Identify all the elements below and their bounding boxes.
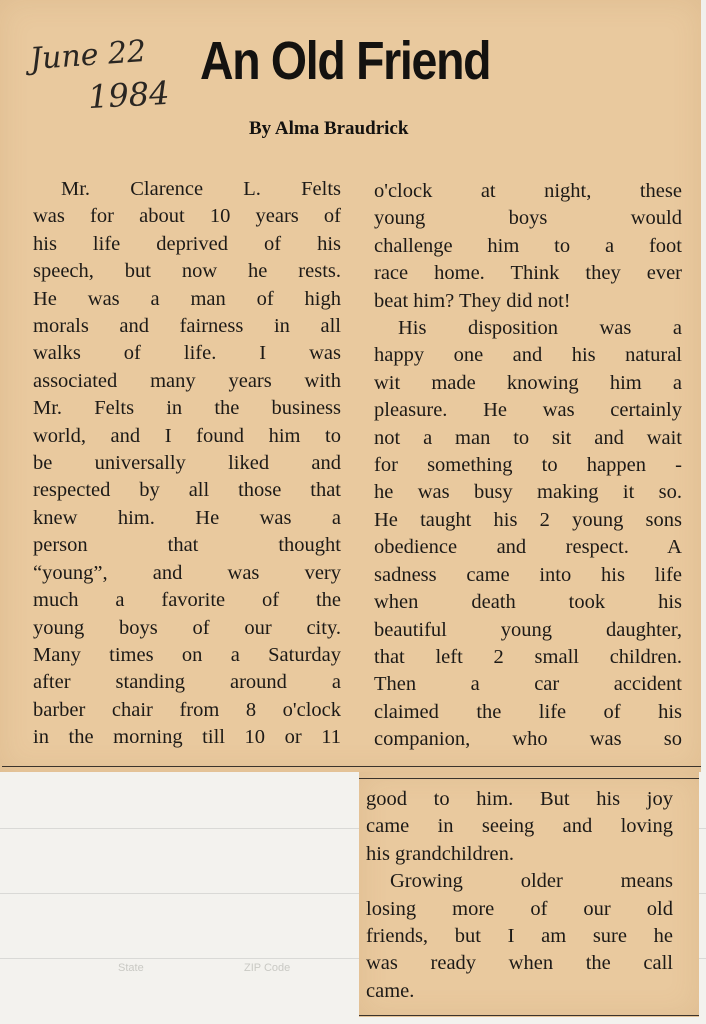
article-line: speech, but now he rests. bbox=[33, 260, 341, 283]
article-line: came in seeing and loving bbox=[366, 815, 673, 838]
article-line: happy one and his natural bbox=[374, 344, 682, 367]
article-line: His disposition was a bbox=[398, 317, 682, 340]
article-line: not a man to sit and wait bbox=[374, 426, 682, 449]
article-byline: By Alma Braudrick bbox=[249, 118, 409, 139]
article-line: when death took his bbox=[374, 591, 682, 614]
article-column-continuation bbox=[366, 786, 673, 1005]
continuation-top-rule bbox=[359, 778, 699, 779]
article-column-right bbox=[374, 178, 682, 754]
article-line: race home. Think they ever bbox=[374, 262, 682, 285]
article-line: beat him? They did not! bbox=[374, 289, 571, 312]
article-line: sadness came into his life bbox=[374, 563, 682, 586]
article-column-left bbox=[33, 176, 341, 752]
article-line: “young”, and was very bbox=[33, 561, 341, 584]
article-line: his grandchildren. bbox=[366, 842, 515, 865]
article-line: companion, who was so bbox=[374, 728, 682, 751]
article-line: be universally liked and bbox=[33, 452, 341, 475]
article-line: Mr. Felts in the business bbox=[33, 397, 341, 420]
article-line: for something to happen - bbox=[374, 454, 682, 477]
article-line: Then a car accident bbox=[374, 673, 682, 696]
article-line: world, and I found him to bbox=[33, 424, 341, 447]
article-line: was for about 10 years of bbox=[33, 205, 341, 228]
article-line: o'clock at night, these bbox=[374, 180, 682, 202]
article-line: He was a man of high bbox=[33, 287, 341, 310]
article-line: claimed the life of his bbox=[374, 700, 682, 723]
article-line: Growing older means bbox=[390, 870, 673, 893]
article-line: good to him. But his joy bbox=[366, 788, 673, 810]
article-line: friends, but I am sure he bbox=[366, 925, 673, 948]
article-line: came. bbox=[366, 979, 415, 1002]
article-line: associated many years with bbox=[33, 369, 341, 392]
article-line: walks of life. I was bbox=[33, 342, 341, 365]
article-line: Mr. Clarence L. Felts bbox=[61, 178, 341, 200]
backing-zip-label: ZIP Code bbox=[244, 962, 291, 974]
column-bottom-rule bbox=[2, 766, 701, 767]
article-line: was ready when the call bbox=[366, 952, 673, 975]
article-line: morals and fairness in all bbox=[33, 315, 341, 338]
article-line: pleasure. He was certainly bbox=[374, 399, 682, 422]
article-line: beautiful young daughter, bbox=[374, 618, 682, 641]
article-line: Many times on a Saturday bbox=[33, 643, 341, 666]
article-line: obedience and respect. A bbox=[374, 536, 682, 559]
article-line: respected by all those that bbox=[33, 479, 341, 502]
handwritten-date-month: June 22 bbox=[28, 33, 148, 78]
article-line: young boys of our city. bbox=[33, 616, 341, 639]
article-line: losing more of our old bbox=[366, 897, 673, 920]
article-line: challenge him to a foot bbox=[374, 234, 682, 257]
article-line: after standing around a bbox=[33, 671, 341, 694]
article-line: He taught his 2 young sons bbox=[374, 508, 682, 531]
article-line: person that thought bbox=[33, 534, 341, 557]
backing-state-label: State bbox=[118, 962, 144, 974]
article-headline: An Old Friend bbox=[200, 31, 491, 91]
article-line: knew him. He was a bbox=[33, 506, 341, 529]
article-line: that left 2 small children. bbox=[374, 645, 682, 668]
continuation-bottom-rule bbox=[359, 1015, 699, 1016]
article-line: he was busy making it so. bbox=[374, 481, 682, 504]
article-line: barber chair from 8 o'clock bbox=[33, 698, 341, 721]
article-line: wit made knowing him a bbox=[374, 371, 682, 394]
handwritten-date-year: 1984 bbox=[87, 73, 171, 117]
article-line: his life deprived of his bbox=[33, 232, 341, 255]
article-line: young boys would bbox=[374, 207, 682, 230]
article-line: much a favorite of the bbox=[33, 589, 341, 612]
article-line: in the morning till 10 or 11 bbox=[33, 726, 341, 749]
